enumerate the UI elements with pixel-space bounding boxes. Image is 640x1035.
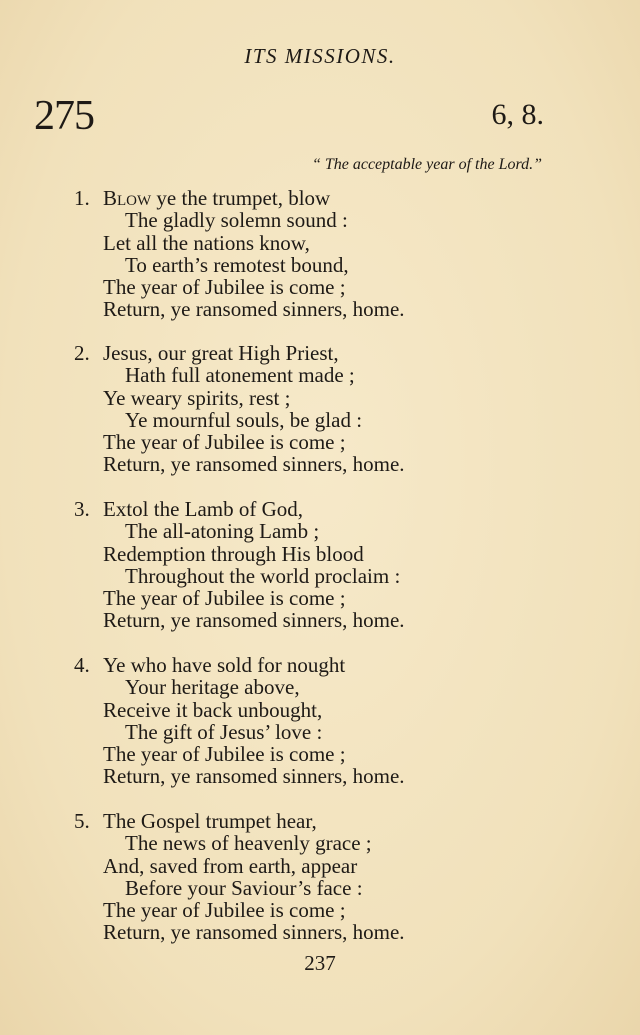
stanza-4	[74, 654, 554, 788]
verse-line: Return, ye ransomed sinners, home.	[103, 452, 405, 477]
running-head: ITS MISSIONS.	[244, 44, 396, 68]
verse-line: The year of Jubilee is come ;	[103, 430, 346, 455]
verse-line: The gladly solemn sound :	[125, 208, 348, 233]
verse-line: The year of Jubilee is come ;	[103, 742, 346, 767]
verse-line: To earth’s remotest bound,	[125, 252, 349, 277]
stanza-5	[74, 810, 554, 944]
verse-line: Throughout the world proclaim :	[125, 563, 401, 588]
stanza-number: 3.	[74, 497, 90, 521]
verse-line: The year of Jubilee is come ;	[103, 275, 346, 300]
verse-line: The year of Jubilee is come ;	[103, 586, 346, 611]
verse-line: Ye weary spirits, rest ;	[103, 385, 291, 410]
verse-line: Extol the Lamb of God,	[103, 497, 304, 521]
verse-line: Return, ye ransomed sinners, home.	[103, 764, 405, 789]
drop-word-small-caps: Blow	[103, 186, 152, 210]
page-number: 237	[304, 951, 336, 975]
stanza-number: 4.	[74, 653, 90, 677]
verse-line: The news of heavenly grace ;	[125, 831, 372, 856]
stanza-2	[74, 342, 554, 476]
hymn-number: 275	[34, 93, 94, 139]
verse-line: Jesus, our great High Priest,	[103, 341, 339, 365]
verse-line: Return, ye ransomed sinners, home.	[103, 920, 405, 945]
verse-line: Hath full atonement made ;	[125, 363, 355, 388]
verse-line: Return, ye ransomed sinners, home.	[103, 608, 405, 633]
stanza-number: 2.	[74, 341, 90, 365]
stanza-number: 5.	[74, 809, 90, 833]
verse-line: Let all the nations know,	[103, 230, 310, 255]
stanza-3	[74, 498, 554, 632]
stanza-1	[74, 187, 554, 321]
verse-line: Return, ye ransomed sinners, home.	[103, 297, 405, 322]
verse-line: The gift of Jesus’ love :	[125, 719, 323, 744]
verse-line: Redemption through His blood	[103, 541, 364, 566]
verse-line: Ye mournful souls, be glad :	[125, 407, 363, 432]
verse-line: And, saved from earth, appear	[103, 853, 358, 878]
stanza-number: 1.	[74, 186, 90, 210]
verse-line: The all-atoning Lamb ;	[125, 519, 320, 544]
hymn-meter: 6, 8.	[491, 98, 544, 131]
verse-line: Receive it back unbought,	[103, 697, 323, 722]
verse-line: Before your Saviour’s face :	[125, 875, 363, 900]
verse-line: Your heritage above,	[125, 675, 300, 700]
verse-line	[103, 187, 330, 209]
verse-line-rest: ye the trumpet, blow	[151, 186, 331, 210]
verse-line: The Gospel trumpet hear,	[103, 809, 317, 833]
scripture-epigraph: “ The acceptable year of the Lord.”	[311, 156, 542, 173]
verse-line: Ye who have sold for nought	[103, 653, 346, 677]
verse-line: The year of Jubilee is come ;	[103, 898, 346, 923]
